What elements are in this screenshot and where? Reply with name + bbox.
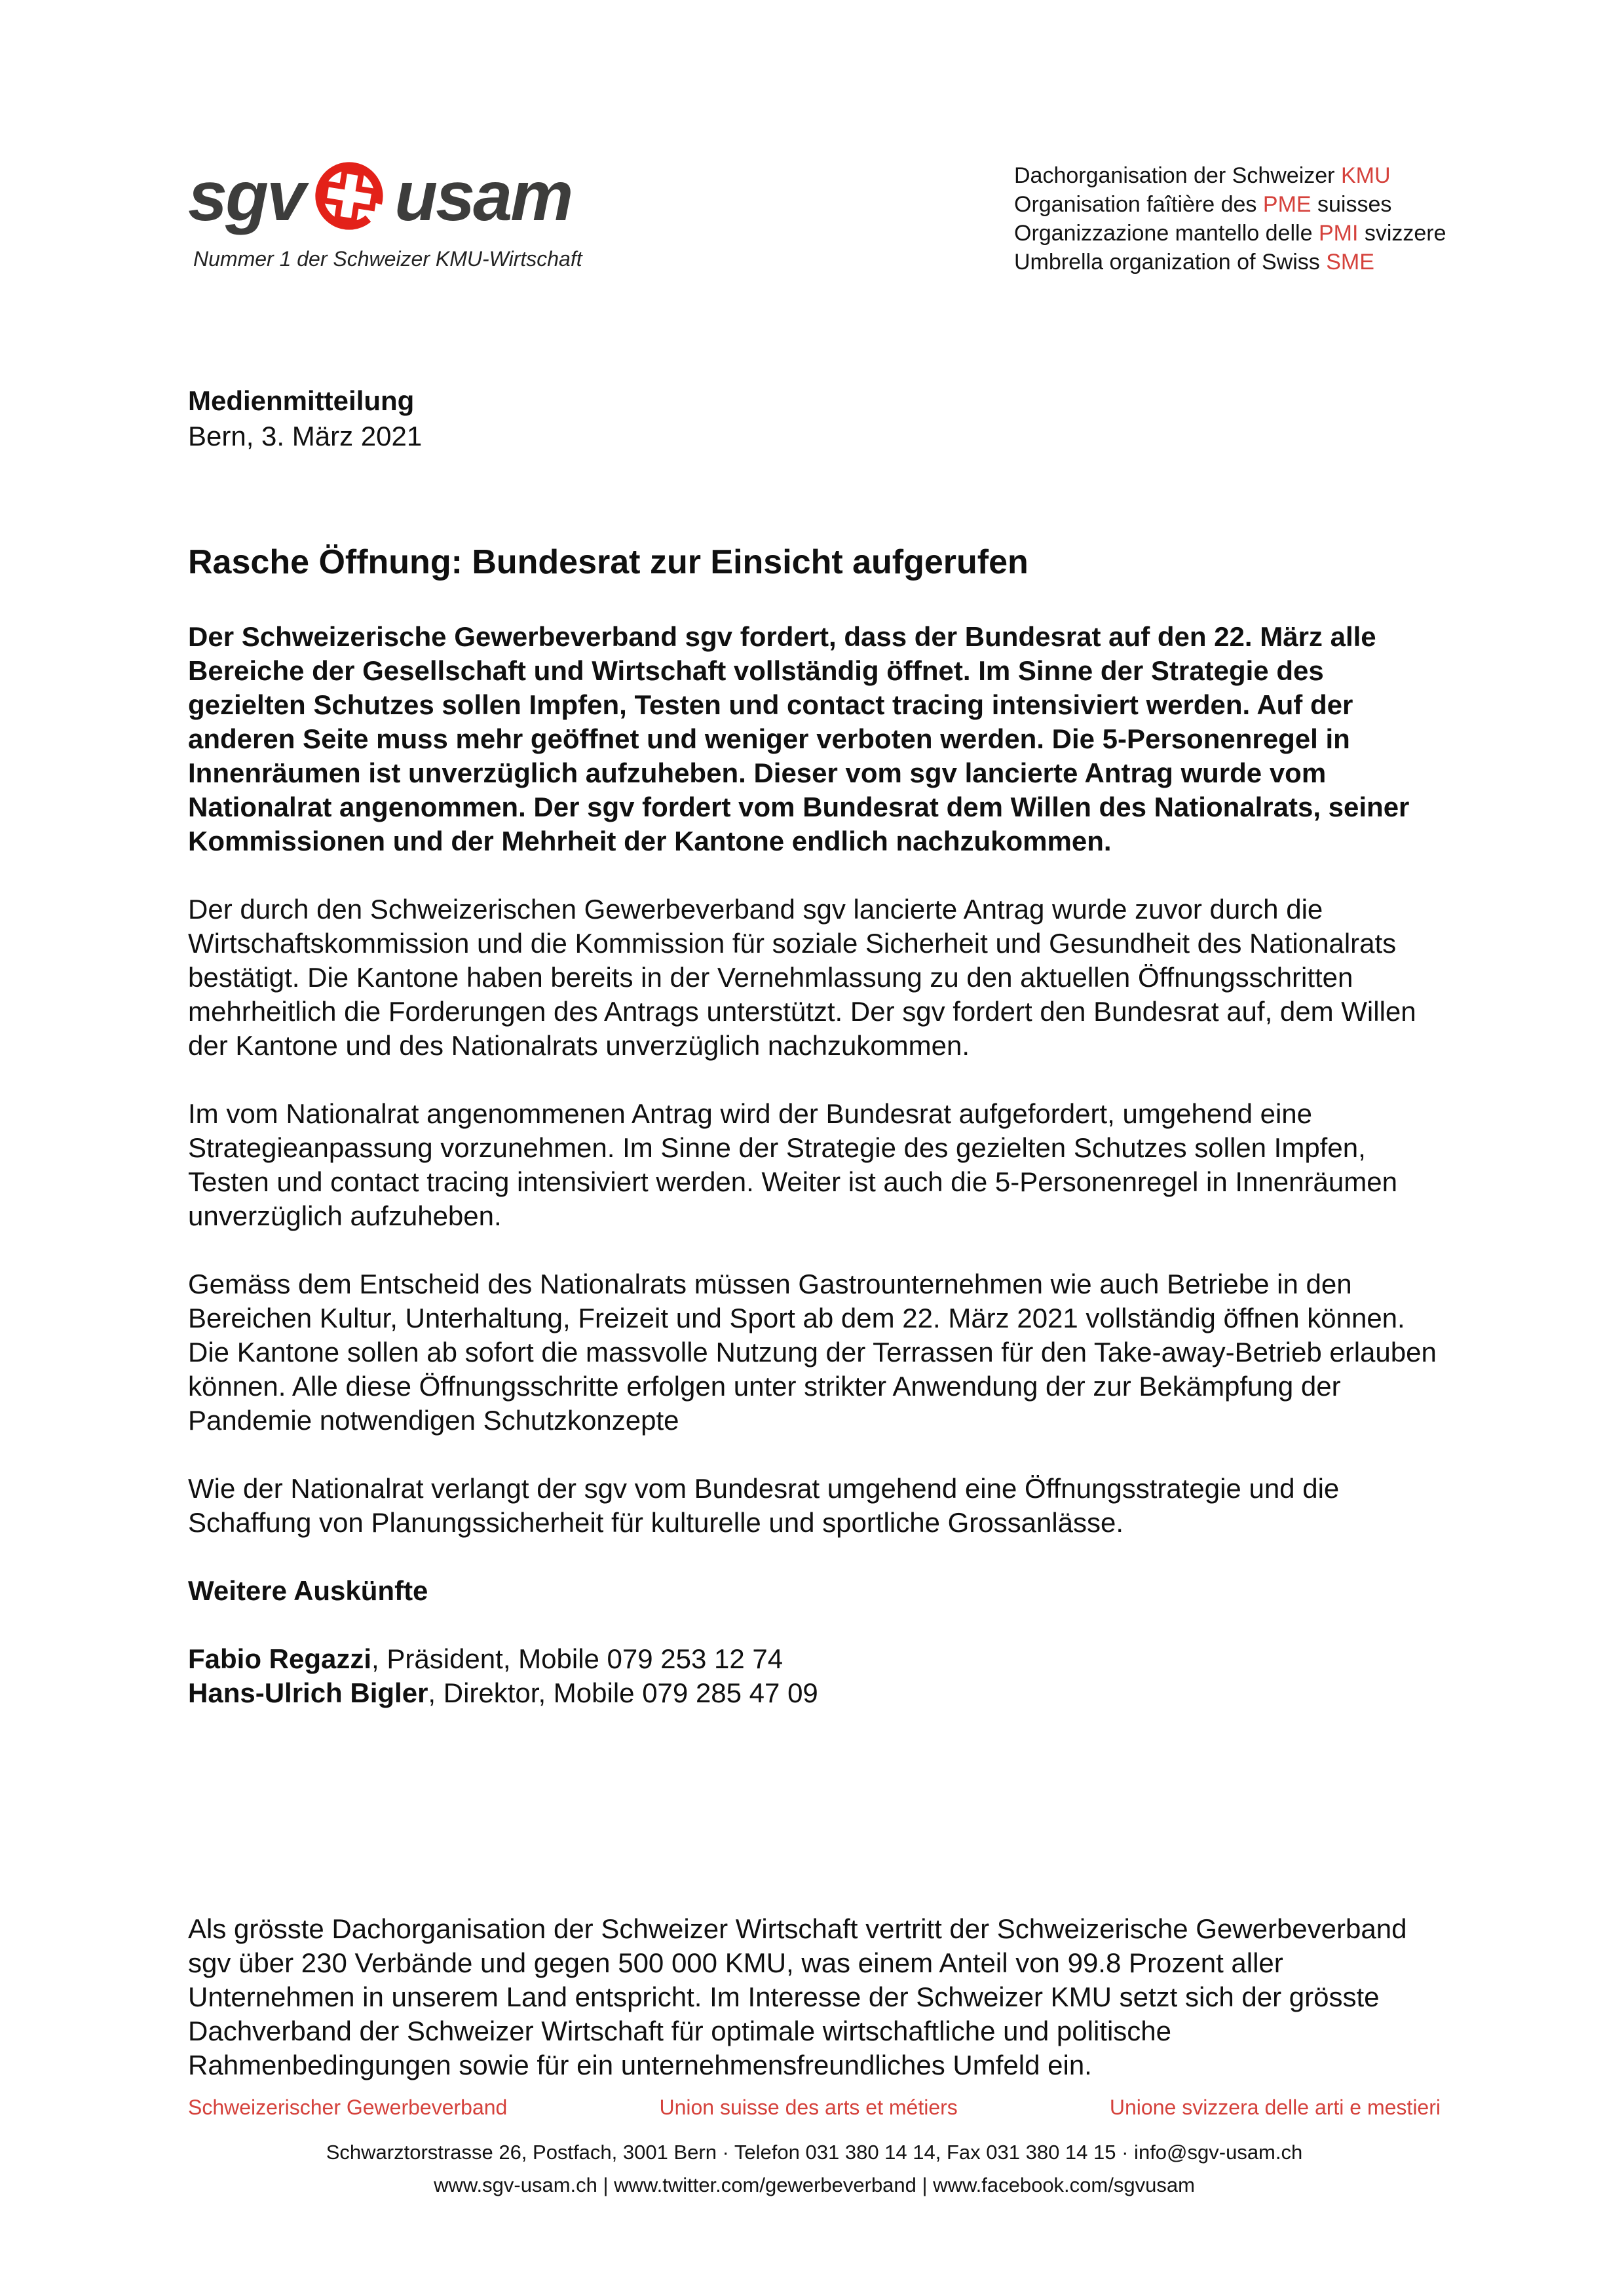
org-line-text: svizzere [1358,221,1446,246]
body-paragraph-1: Der durch den Schweizerischen Gewerbeverband sgv lancierte Antrag wurde zuvor durch die Wirtschaftskommission und die Kommission für soziale Sicherheit und Gesundheit des Nationalrats bestätigt. Die Kantone haben bereits in der Vernehmlassung zu den aktuellen Öffnungsschritten mehrheitlich die Forderungen des Antrags unterstützt. Der sgv fordert den Bundesrat auf, dem Willen der Kantone und des Nationalrats unverzüglich nachzukommen. [188,894,1416,1061]
org-line-text: Organizzazione mantello delle [1014,221,1319,246]
org-highlight-kmu: KMU [1340,163,1391,188]
footer-org-it: Unione svizzera delle arti e mestieri [1109,2095,1441,2119]
logo-sgv-text: sgv [188,156,305,235]
footer [188,2094,1441,2198]
org-line-text: suisses [1311,192,1392,217]
body-paragraph-3: Gemäss dem Entscheid des Nationalrats müssen Gastrounternehmen wie auch Betriebe in den Bereichen Kultur, Unterhaltung, Freizeit und Sport ab dem 22. März 2021 vollständig öffnen können. Die Kantone sollen ab sofort die massvolle Nutzung der Terrassen für den Take-away-Betrieb erlauben können. Alle diese Öffnungsschritte erfolgen unter strikter Anwendung der zur Bekämpfung der Pandemie notwendigen Schutzkonzepte [188,1269,1437,1436]
org-intl-block [1014,161,1446,277]
body-paragraph-2: Im vom Nationalrat angenommenen Antrag wird der Bundesrat aufgefordert, umgehend eine Strategieanpassung vorzunehmen. Im Sinne der Strategie des gezielten Schutzes sollen Impfen, Testen und contact tracing intensiviert werden. Weiter ist auch die 5-Personenregel in Innenräumen unverzüglich aufzuheben. [188,1098,1397,1231]
dateline: Bern, 3. März 2021 [188,421,423,451]
contact-line-director [188,1676,1441,1710]
logo [188,157,582,271]
footer-web: www.sgv-usam.ch | www.twitter.com/gewerbeverband | www.facebook.com/sgvusam [434,2173,1195,2196]
lead-paragraph: Der Schweizerische Gewerbeverband sgv fordert, dass der Bundesrat auf den 22. März alle Bereiche der Gesellschaft und Wirtschaft vollständig öffnet. Im Sinne der Strategie des gezielten Schutzes sollen Impfen, Testen und contact tracing intensiviert werden. Auf der anderen Seite muss mehr geöffnet und weniger verboten werden. Die 5-Personenregel in Innenräumen ist unverzüglich aufzuheben. Dieser vom sgv lancierte Antrag wurde vom Nationalrat angenommen. Der sgv fordert vom Bundesrat dem Willen des Nationalrats, seiner Kommissionen und der Mehrheit der Kantone endlich nachzukommen. [188,621,1410,856]
contact-line-president [188,1642,1441,1676]
contacts-heading: Weitere Auskünfte [188,1575,428,1606]
org-line-fr [1014,190,1446,219]
footer-org-de: Schweizerischer Gewerbeverband [188,2095,508,2119]
org-highlight-pmi: PMI [1318,221,1359,246]
footer-address: Schwarztorstrasse 26, Postfach, 3001 Bern · Telefon 031 380 14 14, Fax 031 380 14 15 · info@sgv-usam.ch [326,2141,1303,2164]
boilerplate-paragraph: Als grösste Dachorganisation der Schweizer Wirtschaft vertritt der Schweizerische Gewerbeverband sgv über 230 Verbände und gegen 500 000 KMU, was einem Anteil von 99.8 Prozent aller Unternehmen in unserem Land entspricht. Im Interesse der Schweizer KMU setzt sich der grösste Dachverband der Schweizer Wirtschaft für optimale wirtschaftliche und politische Rahmenbedingungen sowie für ein unternehmensfreundliches Umfeld ein. [188,1913,1407,2080]
contact-name: Fabio Regazzi [188,1643,372,1674]
org-line-de [1014,161,1446,190]
org-line-text: Umbrella organization of Swiss [1014,250,1327,275]
meta-block [188,383,422,454]
org-line-en [1014,248,1446,277]
logo-row [188,157,582,235]
footer-orgs-row [188,2094,1441,2120]
contact-details: , Direktor, Mobile 079 285 47 09 [428,1677,818,1708]
footer-org-fr: Union suisse des arts et métiers [659,2095,958,2119]
swiss-cross-ring-icon [311,157,388,235]
contact-details: , Präsident, Mobile 079 253 12 74 [371,1643,784,1674]
org-line-text: Organisation faîtière des [1014,192,1263,217]
logo-tagline: Nummer 1 der Schweizer KMU-Wirtschaft [193,247,582,271]
org-line-text: Dachorganisation der Schweizer [1014,163,1341,188]
contacts-block [188,1642,1441,1710]
headline: Rasche Öffnung: Bundesrat zur Einsicht aufgerufen [188,543,1029,581]
org-highlight-sme: SME [1326,250,1374,275]
main-content [188,543,1441,1710]
doc-type-label: Medienmitteilung [188,385,415,416]
logo-usam-text: usam [394,156,572,235]
org-highlight-pme: PME [1262,192,1312,217]
body-paragraph-4: Wie der Nationalrat verlangt der sgv vom Bundesrat umgehend eine Öffnungsstrategie und die Schaffung von Planungssicherheit für kulturelle und sportliche Grossanlässe. [188,1473,1340,1538]
contact-name: Hans-Ulrich Bigler [188,1677,428,1708]
org-line-it [1014,219,1446,248]
